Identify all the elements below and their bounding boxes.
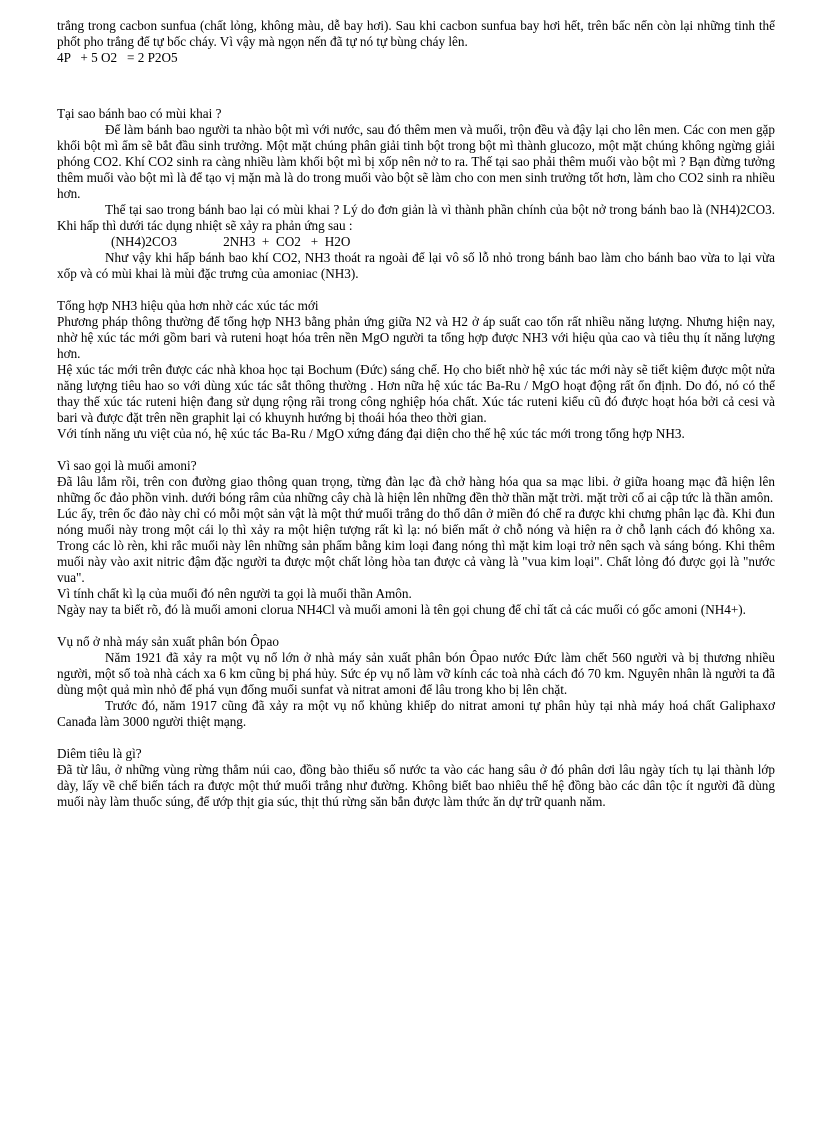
section-title-explosion: Vụ nổ ở nhà máy sản xuất phân bón Ôpao xyxy=(57,634,279,649)
section-ammonium-paragraph: Đã lâu lắm rồi, trên con đường giao thông quan trọng, từng đàn lạc đà chở hàng hóa qua sa mạc libi. ở giữa hoang mạc đã hiện lên những ốc đảo phồn vinh. dưới bóng râm của những cây chà là hiện lên những đền thờ thần mặt trời. mặt trời cổ ai cập tức là thần amôn. xyxy=(57,474,775,505)
spacer xyxy=(57,66,775,106)
section-steamed-bun-paragraph: Thế tại sao trong bánh bao lại có mùi khai ? Lý do đơn giản là vì thành phần chính của bột nở trong bánh bao là (NH4)2CO3. Khi hấp thì dưới tác dụng nhiệt sẽ xảy ra phản ứng sau : xyxy=(57,202,775,233)
spacer xyxy=(57,618,775,634)
section-ammonium-paragraph: Ngày nay ta biết rõ, đó là muối amoni clorua NH4Cl và muối amoni là tên gọi chung để chỉ tất cả các muối có gốc amoni (NH4+). xyxy=(57,602,746,617)
section-steamed-bun-paragraph: Để làm bánh bao người ta nhào bột mì với nước, sau đó thêm men và muối, trộn đều và đậy lại cho lên men. Các con men gặp khối bột mì ẩm sẽ bắt đầu sinh trưởng. Một mặt chúng phân giải tinh bột trong bột mì thành glucozo, một mặt chúng không ngừng giải phóng CO2. Khí CO2 sinh ra càng nhiều làm khối bột mì bị xốp nên nở to ra. Thế tại sao phải thêm muối vào bột mì ? Bạn đừng tưởng thêm muối vào bột mì là để tạo vị mặn mà là do trong muối vào bột sẽ làm cho con men sinh trưởng tốt hơn, làm cho CO2 sinh ra nhiều hơn. xyxy=(57,122,775,201)
document-page xyxy=(57,18,775,810)
section-title-saltpeter: Diêm tiêu là gì? xyxy=(57,746,142,761)
intro-paragraph: trắng trong cacbon sunfua (chất lỏng, không màu, dễ bay hơi). Sau khi cacbon sunfua bay hơi hết, trên bấc nến còn lại những tinh thể phốt pho trắng để tự bốc cháy. Vì vậy mà ngọn nến đã tự nó tự bùng cháy lên. xyxy=(57,18,775,49)
section-nh3-paragraph: Với tính năng ưu việt của nó, hệ xúc tác Ba-Ru / MgO xứng đáng đại diện cho thế hệ xúc tác mới trong tổng hợp NH3. xyxy=(57,426,685,441)
section-steamed-bun-paragraph: Như vậy khi hấp bánh bao khí CO2, NH3 thoát ra ngoài để lại vô số lỗ nhỏ trong bánh bao làm cho bánh bao vừa to lại vừa xốp và có mùi khai là mùi đặc trưng của amoniac (NH3). xyxy=(57,250,775,281)
spacer xyxy=(57,730,775,746)
decomposition-equation: (NH4)2CO3 2NH3 + CO2 + H2O xyxy=(111,234,351,249)
section-title-ammonium: Vì sao gọi là muối amoni? xyxy=(57,458,197,473)
section-ammonium-paragraph: Lúc ấy, trên ốc đảo này chỉ có mỗi một sản vật là một thứ muối trắng do thổ dân ở miền đó chế ra được khi chưng phân lạc đà. Khi đun nóng muối này trong một cái lọ thì xảy ra một hiện tượng rất kì lạ: nó biến mất ở chỗ nóng và hiện ra ở chỗ lạnh cách đó không xa. Trong các lò rèn, khi rắc muối này lên những sản phẩm bằng kim loại đang nóng thì mặt kim loại trở nên sạch và sáng bóng. Khi thêm muối này vào axit nitric đậm đặc người ta được một chất lỏng hòa tan được cả vàng là "vua kim loại". Chất lỏng đó được gọi là "nước vua". xyxy=(57,506,775,585)
section-title-nh3-synthesis: Tổng hợp NH3 hiệu qủa hơn nhờ các xúc tác mới xyxy=(57,298,319,313)
section-saltpeter-paragraph: Đã từ lâu, ở những vùng rừng thẳm núi cao, đồng bào thiểu số nước ta vào các hang sâu ở đó phân dơi lâu ngày tích tụ lại thành lớp dày, lấy về chế biến tách ra được một thứ muối trắng như đường. Không biết bao nhiêu thế hệ đồng bào các dân tộc ít người đã dùng muối này làm thuốc súng, để ướp thịt gia súc, thịt thú rừng săn bắn được làm thức ăn dự trữ quanh năm. xyxy=(57,762,775,809)
spacer xyxy=(57,282,775,298)
section-nh3-paragraph: Hệ xúc tác mới trên được các nhà khoa học tại Bochum (Đức) sáng chế. Họ cho biết nhờ hệ xúc tác mới này sẽ tiết kiệm được một nửa năng lượng tiêu hao so với dùng xúc tác sắt thông thường . Hơn nữa hệ xúc tác Ba-Ru / MgO hoạt động rất ổn định. Do đó, nó có thể thay thế xúc tác ruteni hiện đang sử dụng rộng rãi trong công nghiệp hóa chất. Xúc tác ruteni kiểu cũ đó được hoạt hóa bởi cả cesi và bari và được đặt trên nền graphit lại có khuynh hướng bị thoái hóa theo thời gian. xyxy=(57,362,775,425)
section-ammonium-paragraph: Vì tính chất kì lạ của muối đó nên người ta gọi là muối thần Amôn. xyxy=(57,586,412,601)
spacer xyxy=(57,442,775,458)
combustion-equation: 4P + 5 O2 = 2 P2O5 xyxy=(57,50,178,65)
section-nh3-paragraph: Phương pháp thông thường để tổng hợp NH3 bằng phản ứng giữa N2 và H2 ở áp suất cao tốn rất nhiều năng lượng. Nhưng hiện nay, nhờ hệ xúc tác mới gồm bari và ruteni hoạt hóa trên nền MgO người ta tổng hợp được NH3 với hiệu qủa cao và tiêu thụ ít năng lượng hơn. xyxy=(57,314,775,361)
section-explosion-paragraph: Trước đó, năm 1917 cũng đã xảy ra một vụ nổ khủng khiếp do nitrat amoni tự phân hủy tại nhà máy hoá chất Galiphaxơ Canađa làm 3000 người thiệt mạng. xyxy=(57,698,775,729)
section-explosion-paragraph: Năm 1921 đã xảy ra một vụ nổ lớn ở nhà máy sản xuất phân bón Ôpao nước Đức làm chết 560 người và bị thương nhiều người, một số toà nhà cách xa 6 km cũng bị phá hủy. Sức ép vụ nổ làm vỡ kính các toà nhà cách đó 70 km. Nguyên nhân là người ta đã dùng một quả mìn nhỏ để phá vụn đống muối sunfat và nitrat amoni để lâu trong kho bị lên chặt. xyxy=(57,650,775,697)
section-title-steamed-bun: Tại sao bánh bao có mùi khai ? xyxy=(57,106,222,121)
